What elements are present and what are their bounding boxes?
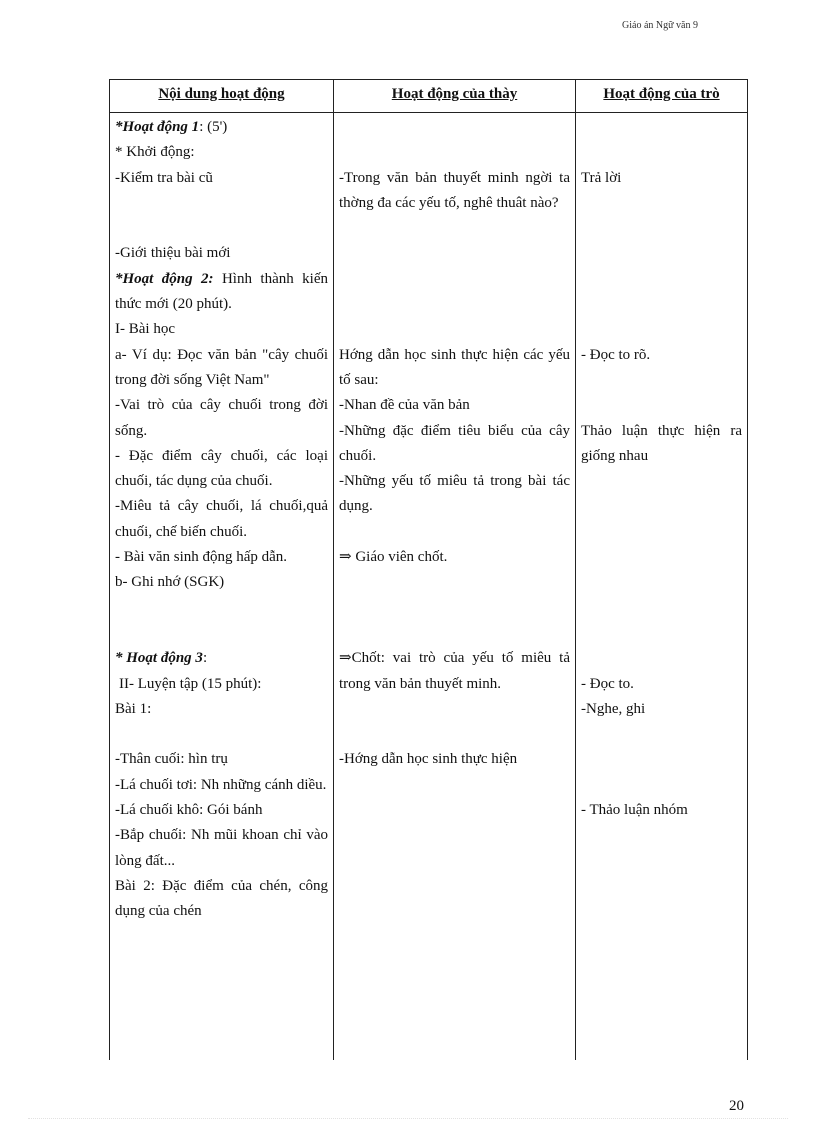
descriptive-elements-item: -Những yếu tố miêu tả trong bài tác dụng.	[339, 473, 570, 515]
teacher-practice-guidance: -Hớng dẫn học sinh thực hiện	[339, 751, 518, 768]
page-number: 20	[729, 1098, 744, 1114]
header-title: Giáo án Ngữ văn 9	[622, 20, 698, 31]
teacher-question: -Trong văn bản thuyết minh ngời ta thờng đa các yếu tố, nghê thuât nào?	[339, 169, 570, 211]
role-of-banana-tree: -Vai trò của cây chuối trong đời sống.	[115, 397, 328, 439]
dry-banana-leaf: -Lá chuối khô: Gói bánh	[115, 802, 263, 819]
example-reading: a- Ví dụ: Đọc văn bản "cây chuối trong đời sống Việt Nam"	[115, 346, 328, 388]
activity-2-heading: *Hoạt động 2: Hình thành kiến thức mới (20 phút).	[115, 270, 328, 313]
teacher-column	[334, 113, 576, 1061]
practice-section-heading: II- Luyện tập (15 phút):	[119, 675, 262, 692]
teacher-guidance: Hớng dẫn học sinh thực hiện các yếu tố sau:	[339, 346, 570, 388]
student-column	[576, 113, 748, 1061]
student-listen-note: -Nghe, ghi	[581, 700, 646, 717]
activity-3-heading: * Hoạt động 3:	[115, 650, 208, 667]
remember-note: b- Ghi nhớ (SGK)	[115, 574, 225, 591]
lesson-section-heading: I- Bài học	[115, 321, 175, 338]
lively-essay: - Bài văn sinh động hấp dẫn.	[115, 549, 288, 566]
column-header-teacher: Hoạt động của thày	[334, 80, 576, 113]
teacher-conclusion: ⇒ Giáo viên chốt.	[339, 549, 448, 566]
exercise-1-label: Bài 1:	[115, 700, 152, 717]
activity-1-heading: *Hoạt động 1: (5')	[115, 119, 228, 135]
student-group-discussion: - Thảo luận nhóm	[581, 802, 688, 819]
fresh-banana-leaf: -Lá chuối tơi: Nh những cánh diều.	[115, 776, 327, 793]
banana-flower: -Bắp chuối: Nh mũi khoan chỉ vào lòng đất...	[115, 827, 328, 869]
check-old-lesson: -Kiểm tra bài cũ	[115, 169, 213, 186]
introduce-new-lesson: -Giới thiệu bài mới	[115, 245, 231, 262]
footer-divider	[28, 1118, 788, 1119]
student-answer: Trả lời	[581, 169, 622, 186]
banana-description: -Miêu tả cây chuối, lá chuối,quả chuối, chế biến chuối.	[115, 498, 328, 540]
arrow-right-icon: ⇒	[339, 650, 352, 667]
content-column	[110, 113, 334, 1061]
table-row	[110, 113, 748, 1061]
warm-up-label: * Khởi động:	[115, 144, 195, 161]
student-read: - Đọc to.	[581, 675, 634, 692]
teacher-summary: ⇒Chốt: vai trò của yếu tố miêu tả trong văn bản thuyết minh.	[339, 650, 570, 692]
banana-characteristics: - Đặc điểm cây chuối, các loại chuối, tác dụng của chuối.	[115, 447, 328, 490]
typical-features-item: -Những đặc điểm tiêu biểu của cây chuối.	[339, 422, 570, 464]
student-read-aloud: - Đọc to rõ.	[581, 346, 651, 363]
student-discussion: Thảo luận thực hiện ra giống nhau	[581, 422, 742, 464]
lesson-plan-table	[109, 79, 748, 1060]
arrow-right-icon: ⇒	[339, 549, 352, 566]
banana-trunk: -Thân cuối: hìn trụ	[115, 751, 228, 768]
exercise-2-label: Bài 2: Đặc điểm của chén, công dụng của chén	[115, 877, 328, 920]
column-header-student: Hoạt động của trò	[576, 80, 748, 113]
text-title-item: -Nhan đề của văn bản	[339, 397, 470, 414]
column-header-content: Nội dung hoạt động	[110, 80, 334, 113]
table-header-row	[110, 80, 748, 113]
